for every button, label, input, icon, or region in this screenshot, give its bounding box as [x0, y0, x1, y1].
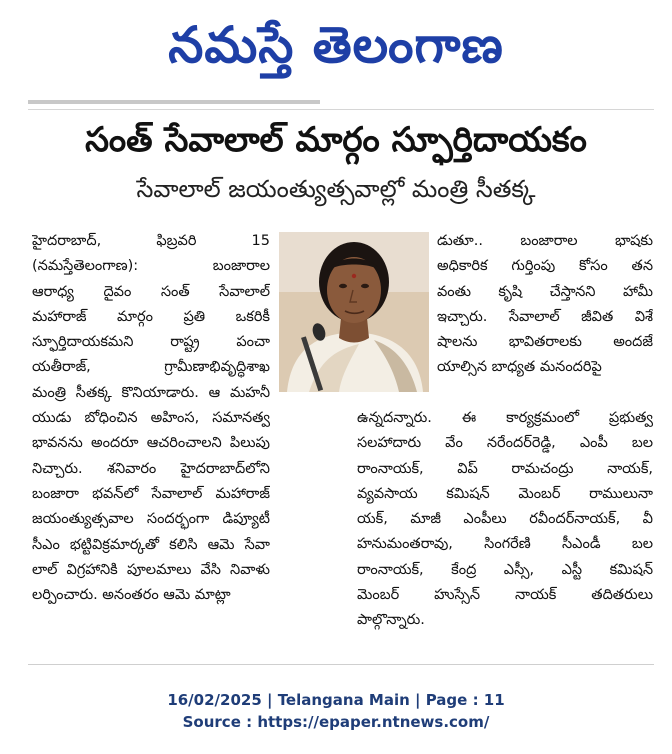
footer-rule — [28, 664, 654, 665]
article-text-line: రాంనాయక్, కేంద్ర ఎస్సీ, ఎస్టీ కమిషన్ — [357, 561, 653, 578]
article-text-line: పాల్గొన్నారు. — [357, 612, 425, 629]
article-text-line: యతీరాజ్, గ్రామీణాభివృద్ధిశాఖ — [32, 359, 270, 376]
article-text-line: లాల్ విగ్రహానికి పూలమాలు వేసి నివాళు — [32, 561, 270, 578]
article-text-line: యక్, మాజీ ఎంపీలు రవీందర్‌నాయక్, వీ — [357, 511, 653, 528]
article-text-line: షాలను భావితరాలకు అందజే — [437, 334, 653, 351]
article-headline: సంత్ సేవాలాల్ మార్గం స్ఫూర్తిదాయకం — [85, 120, 587, 160]
article-text-line: జయంత్యుత్సవాల సందర్భంగా డిప్యూటీ — [32, 511, 270, 528]
article-text-line: లర్పించారు. అనంతరం ఆమె మాట్లా — [32, 587, 231, 604]
article-text-line: డుతూ.. బంజారాల భాషకు — [437, 233, 653, 249]
masthead-rule-thin — [28, 109, 654, 110]
article-text-line: ఇచ్చారు. సేవాలాల్ జీవిత విశే — [437, 308, 653, 325]
article-text-line: భావనను అందరూ ఆచరించాలని పిలుపు — [32, 435, 270, 452]
article-right-column-bottom — [357, 406, 653, 634]
article-text-line: సలహాదారు వేం నరేందర్‌రెడ్డి, ఎంపీ బల — [357, 435, 653, 452]
article-text-line: యుడు బోధించిన అహింస, సమానత్వ — [32, 410, 270, 427]
article-text-line: రాంనాయక్, విప్ రామచంద్రు నాయక్, — [357, 460, 653, 477]
article-text-line: స్ఫూర్తిదాయకమని రాష్ట్ర పంచా — [32, 334, 270, 351]
footer-source-line: Source : https://epaper.ntnews.com/ — [182, 713, 490, 731]
article-text-line: మంత్రి సీతక్క కొనియాడారు. ఆ మహనీ — [32, 384, 270, 401]
article-text-line: యాల్సిన బాధ్యత మనందరిపై — [437, 359, 602, 376]
article-right-column-top — [437, 229, 653, 381]
portrait-image — [279, 232, 429, 392]
article-subheadline: సేవాలాల్ జయంత్యుత్సవాల్లో మంత్రి సీతక్క — [136, 175, 536, 203]
masthead-title: నమస్తే తెలంగాణ — [168, 16, 504, 74]
article-left-column — [32, 229, 270, 608]
article-text-line: అధికారిక గుర్తింపు కోసం తన — [437, 258, 653, 275]
article-text-line: వ్యవసాయ కమిషన్ మెంబర్ రాములునా — [357, 485, 653, 502]
article-text-line: (నమస్తేతెలంగాణ): బంజారాల — [32, 258, 270, 275]
article-text-line: నిచ్చారు. శనివారం హైదరాబాద్‌లోని — [32, 460, 270, 477]
article-text-line: హైదరాబాద్, ఫిబ్రవరి 15 — [32, 233, 270, 249]
article-text-line: హనుమంతరావు, సింగరేణి సీఎండీ బల — [357, 536, 653, 553]
article-text-line: వంతు కృషి చేస్తానని హామీ — [437, 283, 653, 300]
article-text-line: ఉన్నదన్నారు. ఈ కార్యక్రమంలో ప్రభుత్వ — [357, 410, 653, 426]
minister-photo — [279, 232, 429, 392]
footer-edition-line: 16/02/2025 | Telangana Main | Page : 11 — [167, 691, 505, 709]
article-text-line: సీఎం భట్టివిక్రమార్కతో కలిసి ఆమె సేవా — [32, 536, 270, 553]
masthead — [0, 6, 672, 84]
article-text-line: ఆరాధ్య దైవం సంత్ సేవాలాల్ — [32, 283, 270, 300]
article-text-line: మహారాజ్ మార్గం ప్రతి ఒకరికీ — [32, 308, 270, 325]
masthead-rule — [28, 100, 320, 104]
article-text-line: మెంబర్ హుస్సేన్ నాయక్ తదితరులు — [357, 587, 653, 604]
article-text-line: బంజారా భవన్‌లో సేవాలాల్ మహారాజ్ — [32, 485, 270, 502]
